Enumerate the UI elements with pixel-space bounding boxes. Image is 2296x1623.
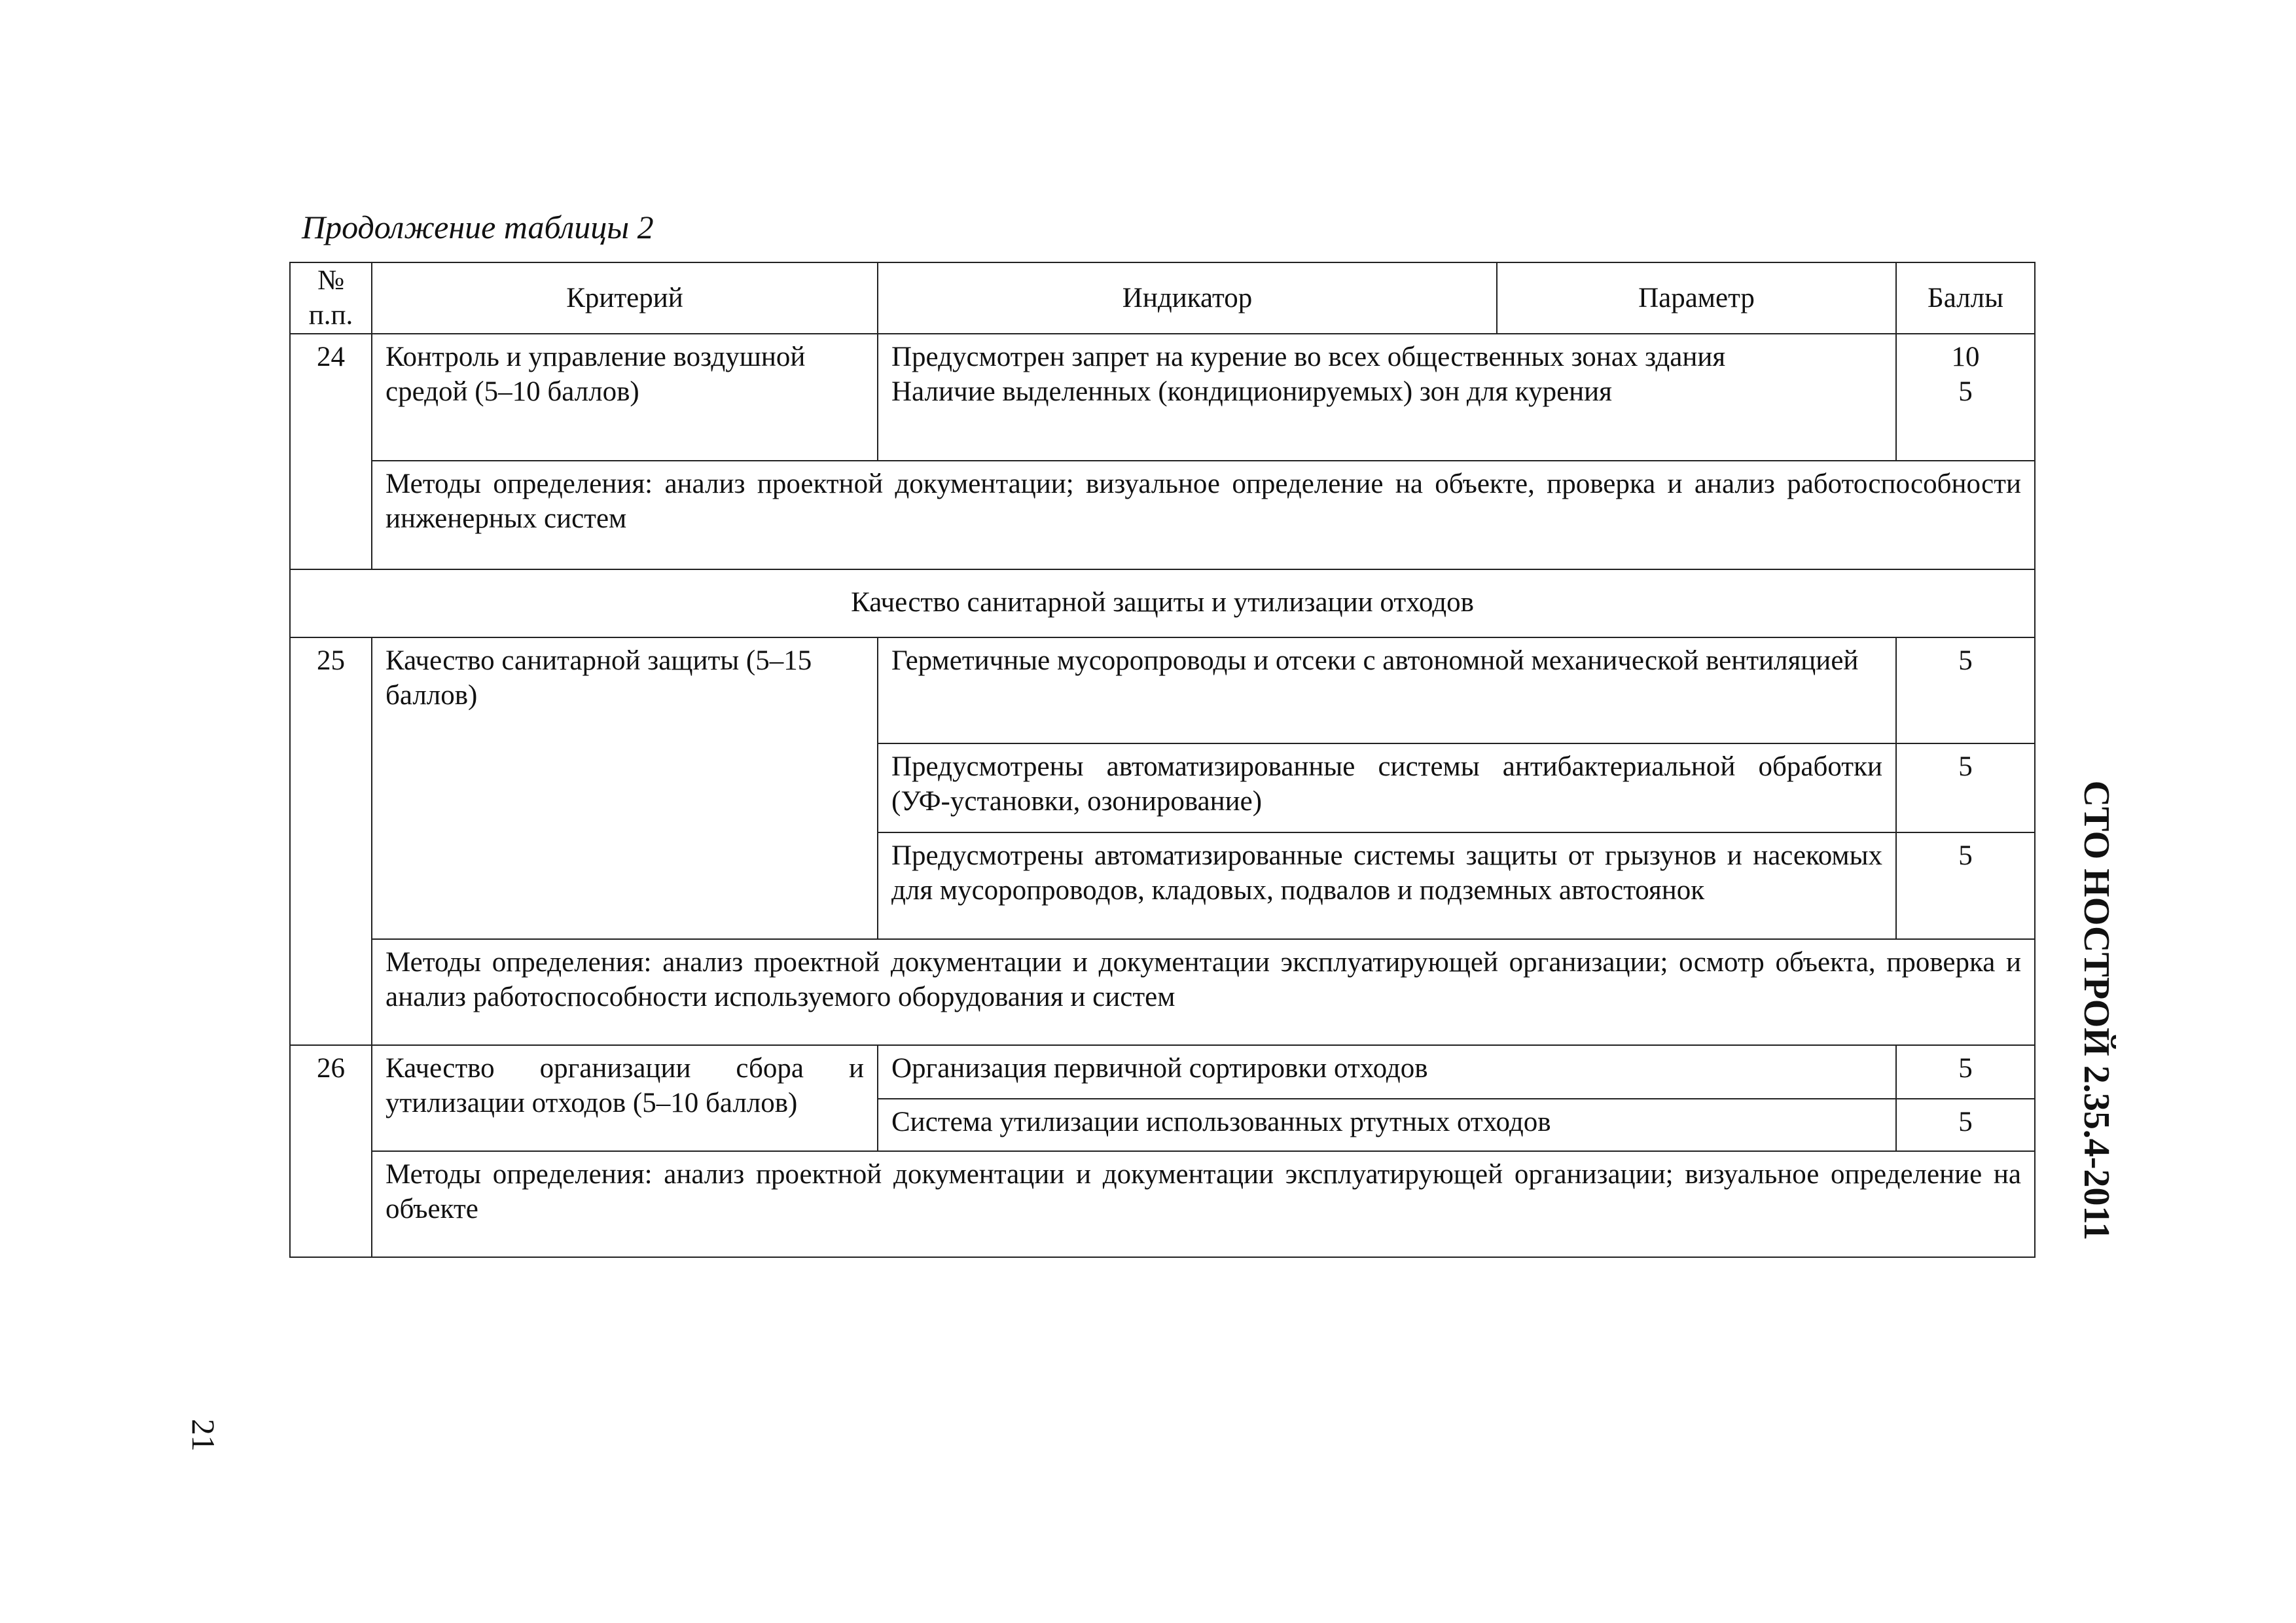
indicator-line: Наличие выделенных (кондиционируемых) зон для курения bbox=[891, 376, 1612, 407]
points-value: 5 bbox=[1958, 376, 1973, 407]
methods-cell: Методы определения: анализ проектной документации и документации эксплуатирующей организации; осмотр объекта, проверка и анализ работоспособности используемого оборудования и систем bbox=[372, 939, 2035, 1045]
header-num: № п.п. bbox=[290, 262, 372, 334]
indicator-cell bbox=[878, 334, 1896, 461]
indicator-cell: Организация первичной сортировки отходов bbox=[878, 1045, 1896, 1099]
section-title: Качество санитарной защиты и утилизации отходов bbox=[290, 569, 2035, 637]
points-cell: 5 bbox=[1896, 637, 2035, 743]
indicator-cell: Система утилизации использованных ртутных отходов bbox=[878, 1099, 1896, 1151]
table-row bbox=[290, 1151, 2035, 1257]
table-row bbox=[290, 461, 2035, 569]
points-cell: 5 bbox=[1896, 1045, 2035, 1099]
points-cell bbox=[1896, 334, 2035, 461]
header-parameter: Параметр bbox=[1497, 262, 1896, 334]
criterion-cell: Качество санитарной защиты (5–15 баллов) bbox=[372, 637, 878, 939]
standard-code: СТО НОСТРОЙ 2.35.4-2011 bbox=[2076, 780, 2117, 1241]
points-cell: 5 bbox=[1896, 743, 2035, 832]
header-criterion: Критерий bbox=[372, 262, 878, 334]
page-number: 21 bbox=[185, 1419, 222, 1452]
points-cell: 5 bbox=[1896, 832, 2035, 939]
table-row bbox=[290, 334, 2035, 461]
section-row bbox=[290, 569, 2035, 637]
row-number: 26 bbox=[290, 1045, 372, 1257]
indicator-line: Предусмотрен запрет на курение во всех общественных зонах здания bbox=[891, 341, 1726, 372]
table-row bbox=[290, 939, 2035, 1045]
indicator-cell: Предусмотрены автоматизированные системы защиты от грызунов и насекомых для мусоропроводов, кладовых, подвалов и подземных автостоянок bbox=[878, 832, 1896, 939]
header-row bbox=[290, 262, 2035, 334]
table-row bbox=[290, 1045, 2035, 1099]
indicator-cell: Предусмотрены автоматизированные системы антибактериальной обработки (УФ-установки, озонирование) bbox=[878, 743, 1896, 832]
header-points: Баллы bbox=[1896, 262, 2035, 334]
points-cell: 5 bbox=[1896, 1099, 2035, 1151]
indicator-cell: Герметичные мусоропроводы и отсеки с автономной механической вентиляцией bbox=[878, 637, 1896, 743]
table-row bbox=[290, 637, 2035, 743]
methods-cell: Методы определения: анализ проектной документации и документации эксплуатирующей организации; визуальное определение на объекте bbox=[372, 1151, 2035, 1257]
row-number: 24 bbox=[290, 334, 372, 569]
criteria-table bbox=[289, 262, 2036, 1258]
row-number: 25 bbox=[290, 637, 372, 1045]
criterion-cell: Контроль и управление воздушной средой (5–10 баллов) bbox=[372, 334, 878, 461]
header-indicator: Индикатор bbox=[878, 262, 1497, 334]
table-caption: Продолжение таблицы 2 bbox=[302, 209, 654, 245]
methods-cell: Методы определения: анализ проектной документации; визуальное определение на объекте, проверка и анализ работоспособности инженерных систем bbox=[372, 461, 2035, 569]
criterion-cell: Качество организации сбора и утилизации отходов (5–10 баллов) bbox=[372, 1045, 878, 1151]
points-value: 10 bbox=[1951, 341, 1980, 372]
